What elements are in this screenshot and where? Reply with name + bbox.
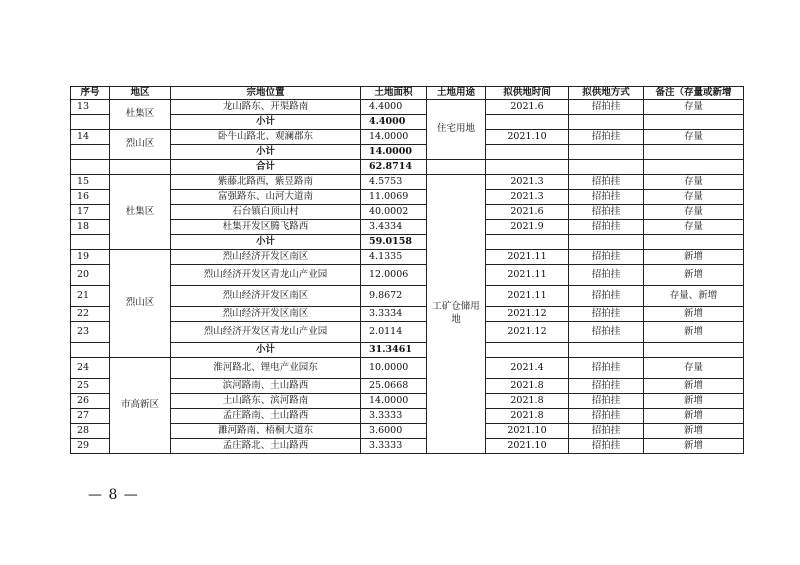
- cell-time: 2021.8: [486, 409, 569, 424]
- cell-method: 招拍挂: [569, 175, 644, 190]
- cell-district: 烈山区: [110, 130, 171, 160]
- cell-time: 2021.6: [486, 205, 569, 220]
- table-row: [71, 409, 744, 424]
- table-row: [71, 250, 744, 265]
- cell-method: 招拍挂: [569, 307, 644, 322]
- cell-area: 9.8672: [361, 286, 427, 307]
- cell-location: 孟庄路北、土山路西: [171, 439, 361, 454]
- cell-seq: 29: [71, 439, 110, 454]
- cell-area: 3.3333: [361, 409, 427, 424]
- table-row: [71, 358, 744, 379]
- total-row: [71, 160, 744, 175]
- cell-method: 招拍挂: [569, 394, 644, 409]
- cell-time: 2021.11: [486, 265, 569, 286]
- cell-time: 2021.10: [486, 130, 569, 145]
- cell-seq: 16: [71, 190, 110, 205]
- cell-area: 10.0000: [361, 358, 427, 379]
- cell-method: 招拍挂: [569, 379, 644, 394]
- cell-area: 3.6000: [361, 424, 427, 439]
- cell-total-area: 62.8714: [361, 160, 427, 175]
- cell-seq: 22: [71, 307, 110, 322]
- cell-seq: 27: [71, 409, 110, 424]
- cell-land-use-residential: 住宅用地: [427, 100, 486, 160]
- cell-method: 招拍挂: [569, 424, 644, 439]
- cell-area: 3.3334: [361, 307, 427, 322]
- cell-note: 新增: [644, 424, 744, 439]
- cell-seq: 21: [71, 286, 110, 307]
- cell-location: 烈山经济开发区南区: [171, 307, 361, 322]
- table-row: [71, 424, 744, 439]
- cell-area: 4.4000: [361, 100, 427, 115]
- cell-subtotal-area: 4.4000: [361, 115, 427, 130]
- cell-method: 招拍挂: [569, 250, 644, 265]
- table-row: [71, 307, 744, 322]
- cell-location: 杜集开发区腾飞路西: [171, 220, 361, 235]
- cell-location: 土山路东、滨河路南: [171, 394, 361, 409]
- cell-land-use-industrial: 工矿仓储用地: [427, 175, 486, 454]
- cell-seq: 26: [71, 394, 110, 409]
- cell-area: 4.5753: [361, 175, 427, 190]
- table-row: [71, 379, 744, 394]
- cell-note: 新增: [644, 307, 744, 322]
- cell-note: 存量: [644, 220, 744, 235]
- cell-location: 烈山经济开发区青龙山产业园: [171, 322, 361, 343]
- subtotal-row: [71, 235, 744, 250]
- cell-note: 存量: [644, 190, 744, 205]
- table-row: [71, 439, 744, 454]
- cell-location: 濉河路南、梧桐大道东: [171, 424, 361, 439]
- cell-note: 新增: [644, 265, 744, 286]
- cell-time: 2021.12: [486, 307, 569, 322]
- cell-area: 12.0006: [361, 265, 427, 286]
- cell-time: 2021.12: [486, 322, 569, 343]
- cell-note: 新增: [644, 409, 744, 424]
- table-row: [71, 130, 744, 145]
- cell-area: 14.0000: [361, 130, 427, 145]
- cell-area: 25.0668: [361, 379, 427, 394]
- cell-location: 烈山经济开发区南区: [171, 286, 361, 307]
- cell-time: 2021.3: [486, 190, 569, 205]
- cell-subtotal-area: 14.0000: [361, 145, 427, 160]
- table-row: [71, 175, 744, 190]
- cell-time: 2021.8: [486, 379, 569, 394]
- cell-area: 2.0114: [361, 322, 427, 343]
- cell-area: 3.4334: [361, 220, 427, 235]
- cell-time: 2021.9: [486, 220, 569, 235]
- cell-subtotal-label: 小计: [171, 115, 361, 130]
- cell-method: 招拍挂: [569, 265, 644, 286]
- cell-district: 杜集区: [110, 175, 171, 250]
- cell-time: 2021.11: [486, 286, 569, 307]
- cell-location: 滨河路南、土山路西: [171, 379, 361, 394]
- cell-district: 烈山区: [110, 250, 171, 358]
- cell-location: 石台镇白顶山村: [171, 205, 361, 220]
- cell-location: 淮河路北、锂电产业园东: [171, 358, 361, 379]
- cell-location: 烈山经济开发区青龙山产业园: [171, 265, 361, 286]
- cell-method: 招拍挂: [569, 286, 644, 307]
- cell-area: 40.0002: [361, 205, 427, 220]
- cell-method: 招拍挂: [569, 358, 644, 379]
- cell-seq: 17: [71, 205, 110, 220]
- header-time: 拟供地时间: [486, 87, 569, 100]
- table-row: [71, 286, 744, 307]
- cell-location: 烈山经济开发区南区: [171, 250, 361, 265]
- cell-seq: 20: [71, 265, 110, 286]
- cell-location: 卧牛山路北、观澜郡东: [171, 130, 361, 145]
- cell-seq: 23: [71, 322, 110, 343]
- header-district: 地区: [110, 87, 171, 100]
- table-row: [71, 394, 744, 409]
- table-row: [71, 322, 744, 343]
- cell-seq: 25: [71, 379, 110, 394]
- subtotal-row: [71, 343, 744, 358]
- cell-time: 2021.4: [486, 358, 569, 379]
- header-seq: 序号: [71, 87, 110, 100]
- subtotal-row: [71, 115, 744, 130]
- cell-method: 招拍挂: [569, 322, 644, 343]
- cell-location: 富强路东、山河大道南: [171, 190, 361, 205]
- cell-note: 新增: [644, 379, 744, 394]
- header-note: 备注（存量或新增: [644, 87, 744, 100]
- table-row: [71, 220, 744, 235]
- cell-method: 招拍挂: [569, 205, 644, 220]
- cell-note: 新增: [644, 322, 744, 343]
- page-number: — 8 —: [88, 487, 139, 503]
- cell-note: 存量: [644, 175, 744, 190]
- header-method: 拟供地方式: [569, 87, 644, 100]
- table-row: [71, 190, 744, 205]
- cell-method: 招拍挂: [569, 130, 644, 145]
- cell-district: 杜集区: [110, 100, 171, 130]
- cell-seq: 18: [71, 220, 110, 235]
- cell-seq: 19: [71, 250, 110, 265]
- cell-time: 2021.10: [486, 424, 569, 439]
- cell-area: 4.1335: [361, 250, 427, 265]
- header-row: [71, 87, 744, 100]
- cell-seq: 28: [71, 424, 110, 439]
- cell-subtotal-label: 小计: [171, 235, 361, 250]
- cell-location: 孟庄路南、土山路西: [171, 409, 361, 424]
- subtotal-row: [71, 145, 744, 160]
- cell-seq: 15: [71, 175, 110, 190]
- cell-location: 紫藤北路西，紫昱路南: [171, 175, 361, 190]
- cell-time: 2021.8: [486, 394, 569, 409]
- cell-subtotal-label: 小计: [171, 145, 361, 160]
- header-location: 宗地位置: [171, 87, 361, 100]
- cell-method: 招拍挂: [569, 100, 644, 115]
- cell-note: 存量: [644, 130, 744, 145]
- cell-method: 招拍挂: [569, 439, 644, 454]
- header-area: 土地面积: [361, 87, 427, 100]
- land-supply-table: [70, 86, 744, 454]
- cell-seq: 14: [71, 130, 110, 145]
- table-row: [71, 205, 744, 220]
- cell-time: 2021.3: [486, 175, 569, 190]
- cell-subtotal-area: 31.3461: [361, 343, 427, 358]
- cell-note: 新增: [644, 250, 744, 265]
- cell-method: 招拍挂: [569, 409, 644, 424]
- cell-total-label: 合计: [171, 160, 361, 175]
- cell-time: 2021.6: [486, 100, 569, 115]
- cell-note: 存量: [644, 205, 744, 220]
- cell-location: 龙山路东、开渠路南: [171, 100, 361, 115]
- cell-note: 存量、新增: [644, 286, 744, 307]
- cell-area: 14.0000: [361, 394, 427, 409]
- cell-area: 3.3333: [361, 439, 427, 454]
- cell-time: 2021.11: [486, 250, 569, 265]
- cell-seq: 24: [71, 358, 110, 379]
- cell-district: 市高新区: [110, 358, 171, 454]
- header-use: 土地用途: [427, 87, 486, 100]
- cell-time: 2021.10: [486, 439, 569, 454]
- cell-subtotal-label: 小计: [171, 343, 361, 358]
- table-row: [71, 265, 744, 286]
- table-row: [71, 100, 744, 115]
- cell-note: 新增: [644, 394, 744, 409]
- cell-seq: 13: [71, 100, 110, 115]
- cell-area: 11.0069: [361, 190, 427, 205]
- cell-subtotal-area: 59.0158: [361, 235, 427, 250]
- cell-note: 新增: [644, 439, 744, 454]
- cell-note: 存量: [644, 100, 744, 115]
- cell-method: 招拍挂: [569, 190, 644, 205]
- cell-note: 存量: [644, 358, 744, 379]
- cell-method: 招拍挂: [569, 220, 644, 235]
